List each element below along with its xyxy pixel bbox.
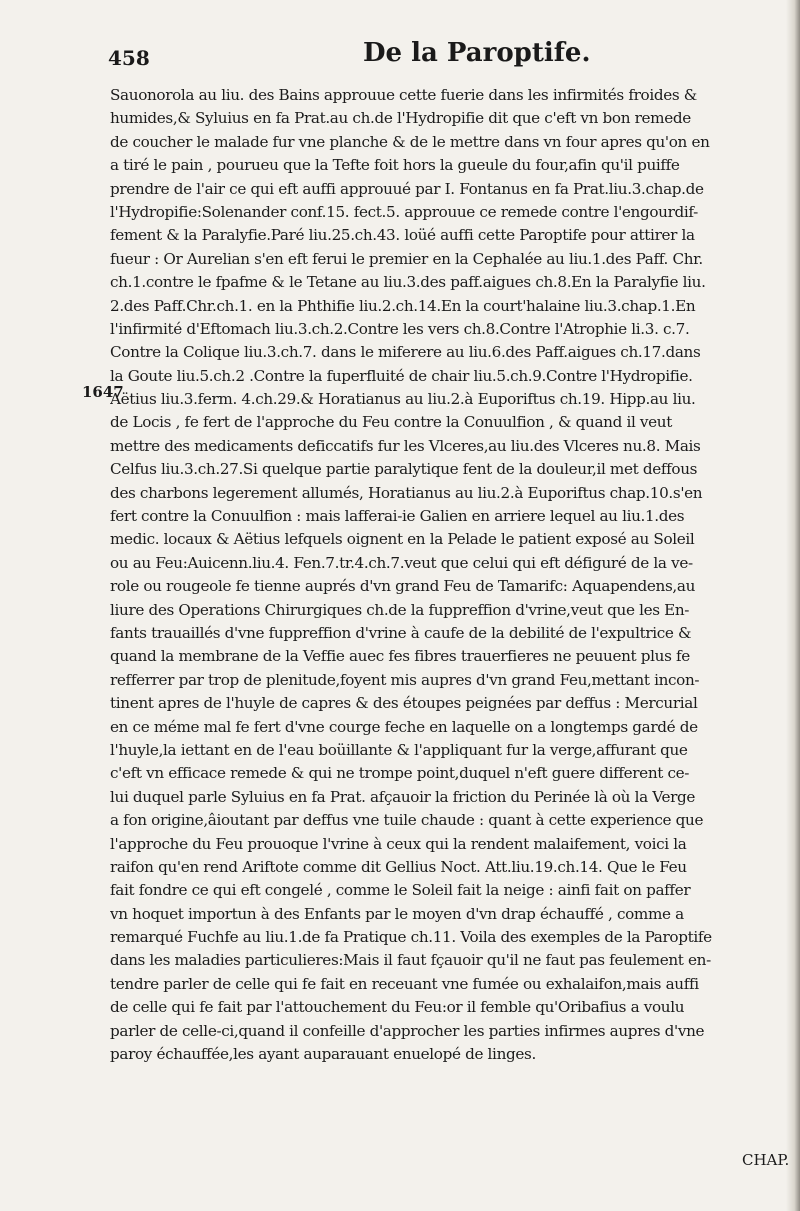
text-line: Contre la Colique liu.3.ch.7. dans le miferere au liu.6.des Paff.aigues ch.17.dans bbox=[110, 343, 701, 362]
body-text bbox=[110, 84, 788, 1066]
text-line: liure des Operations Chirurgiques ch.de la fuppreffion d'vrine,veut que les En- bbox=[110, 600, 690, 619]
text-line: fait fondre ce qui eft congelé , comme le Soleil fait la neige : ainfi fait on paffer bbox=[110, 881, 691, 900]
text-line: fants trauaillés d'vne fuppreffion d'vrine à caufe de la debilité de l'expultrice & bbox=[110, 623, 692, 642]
text-line: quand la membrane de la Veffie auec fes fibres trauerfieres ne peuuent plus fe bbox=[110, 647, 690, 666]
page-header bbox=[108, 38, 768, 78]
text-line: raifon qu'en rend Ariftote comme dit Gellius Noct. Att.liu.19.ch.14. Que le Feu bbox=[110, 857, 687, 876]
text-line: ch.1.contre le fpafme & le Tetane au liu.3.des paff.aigues ch.8.En la Paralyfie liu. bbox=[110, 273, 706, 292]
text-line: fueur : Or Aurelian s'en eft ferui le premier en la Cephalée au liu.1.des Paff. Chr. bbox=[110, 249, 703, 268]
text-line: prendre de l'air ce qui eft auffi approuué par I. Fontanus en fa Prat.liu.3.chap.de bbox=[110, 179, 704, 198]
text-line: l'infirmité d'Eftomach liu.3.ch.2.Contre les vers ch.8.Contre l'Atrophie li.3. c.7. bbox=[110, 319, 690, 338]
text-line: tinent apres de l'huyle de capres & des étoupes peignées par deffus : Mercurial bbox=[110, 694, 698, 713]
text-line: parler de celle-ci,quand il confeille d'approcher les parties infirmes aupres d'vne bbox=[110, 1021, 705, 1040]
text-line: lui duquel parle Syluius en fa Prat. afçauoir la friction du Perinée là où la Verge bbox=[110, 787, 696, 806]
running-title: De la Paroptife. bbox=[363, 38, 591, 68]
text-line: role ou rougeole fe tienne auprés d'vn grand Feu de Tamarifc: Aquapendens,au bbox=[110, 577, 696, 596]
text-line: c'eft vn efficace remede & qui ne trompe point,duquel n'eft guere different ce- bbox=[110, 764, 690, 783]
text-line: la Goute liu.5.ch.2 .Contre la fuperfluité de chair liu.5.ch.9.Contre l'Hydropifie. bbox=[110, 366, 693, 385]
page-binding-edge bbox=[786, 0, 800, 1211]
text-line: ou au Feu:Auicenn.liu.4. Fen.7.tr.4.ch.7.veut que celui qui eft défiguré de la ve- bbox=[110, 553, 693, 572]
text-line: l'huyle,la iettant en de l'eau boüillante & l'appliquant fur la verge,affurant que bbox=[110, 740, 688, 759]
text-line: de Locis , fe fert de l'approche du Feu contre la Conuulfion , & quand il veut bbox=[110, 413, 672, 432]
text-line: humides,& Syluius en fa Prat.au ch.de l'Hydropifie dit que c'eft vn bon remede bbox=[110, 109, 691, 128]
page-number: 458 bbox=[108, 46, 150, 70]
text-line: fert contre la Conuulfion : mais lafferai-ie Galien en arriere lequel au liu.1.des bbox=[110, 507, 685, 526]
text-line: paroy échauffée,les ayant auparauant enuelopé de linges. bbox=[110, 1045, 536, 1064]
text-line: medic. locaux & Aëtius lefquels oignent en la Pelade le patient exposé au Soleil bbox=[110, 530, 695, 549]
text-line: Sauonorola au liu. des Bains approuue cette fuerie dans les infirmités froides & bbox=[110, 86, 697, 104]
text-line: Celfus liu.3.ch.27.Si quelque partie paralytique fent de la douleur,il met deffous bbox=[110, 460, 698, 479]
text-line: de coucher le malade fur vne planche & de le mettre dans vn four apres qu'on en bbox=[110, 132, 710, 151]
text-line: l'approche du Feu prouoque l'vrine à ceux qui la rendent malaifement, voici la bbox=[110, 834, 687, 853]
text-line: 2.des Paff.Chr.ch.1. en la Phthifie liu.2.ch.14.En la court'halaine liu.3.chap.1.En bbox=[110, 296, 696, 315]
text-line: fement & la Paralyfie.Paré liu.25.ch.43. loüé auffi cette Paroptife pour attirer la bbox=[110, 226, 695, 245]
text-line: des charbons legerement allumés, Horatianus au liu.2.à Euporiftus chap.10.s'en bbox=[110, 483, 703, 502]
text-line: vn hoquet importun à des Enfants par le moyen d'vn drap échauffé , comme a bbox=[110, 904, 684, 923]
text-line: dans les maladies particulieres:Mais il faut fçauoir qu'il ne faut pas feulement en- bbox=[110, 951, 711, 970]
text-line: de celle qui fe fait par l'attouchement du Feu:or il femble qu'Oribafius a voulu bbox=[110, 998, 685, 1017]
text-line: mettre des medicaments deficcatifs fur les Vlceres,au liu.des Vlceres nu.8. Mais bbox=[110, 436, 701, 455]
text-line: remarqué Fuchfe au liu.1.de fa Pratique ch.11. Voila des exemples de la Paroptife bbox=[110, 928, 712, 947]
text-line: a tiré le pain , pourueu que la Tefte foit hors la gueule du four,afin qu'il puiffe bbox=[110, 156, 680, 175]
margin-note: 1647 bbox=[82, 383, 124, 401]
text-line: tendre parler de celle qui fe fait en receuant vne fumée ou exhalaifon,mais auffi bbox=[110, 974, 699, 993]
catchword: CHAP. bbox=[742, 1151, 790, 1169]
text-line: Aëtius liu.3.ferm. 4.ch.29.& Horatianus au liu.2.à Euporiftus ch.19. Hipp.au liu. bbox=[110, 390, 696, 409]
text-line: refferrer par trop de plenitude,foyent mis aupres d'vn grand Feu,mettant incon- bbox=[110, 670, 700, 689]
text-line: en ce méme mal fe fert d'vne courge feche en laquelle on a longtemps gardé de bbox=[110, 717, 698, 736]
text-line: a fon origine,âioutant par deffus vne tuile chaude : quant à cette experience que bbox=[110, 811, 704, 830]
text-line: l'Hydropifie:Solenander conf.15. fect.5. approuue ce remede contre l'engourdif- bbox=[110, 202, 698, 221]
